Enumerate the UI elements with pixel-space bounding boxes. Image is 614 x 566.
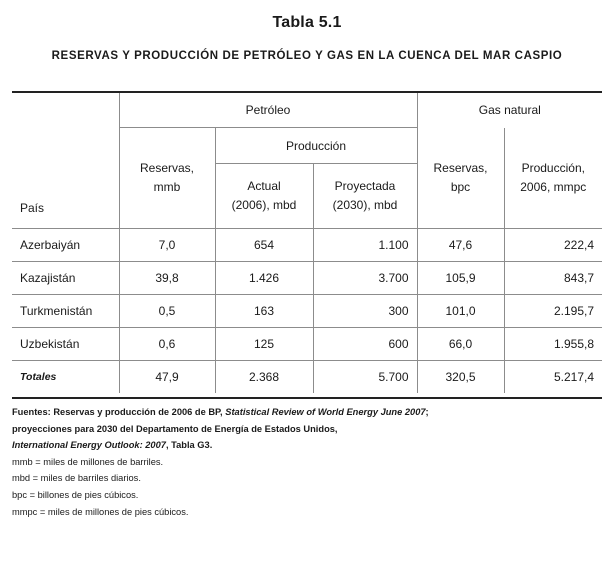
- header-reservas-mmb-line2: mmb: [153, 180, 181, 194]
- header-proyectada-line2: (2030), mbd: [332, 198, 398, 212]
- definition-mmpc: mmpc = miles de millones de pies cúbicos.: [12, 506, 189, 517]
- cell-reservas-mmb: 0,5: [119, 295, 215, 328]
- header-actual: [215, 164, 313, 229]
- header-petroleo: Petróleo: [119, 93, 417, 128]
- table-notes: [12, 404, 607, 520]
- cell-reservas-bpc: 66,0: [417, 328, 504, 361]
- header-reservas-bpc-line2: bpc: [450, 179, 471, 194]
- totals-row: [12, 361, 602, 394]
- sources-outlook: International Energy Outlook: 2007: [12, 440, 166, 451]
- cell-reservas-mmb: 7,0: [119, 229, 215, 262]
- definition-mmb: mmb = miles de millones de barriles.: [12, 456, 164, 467]
- cell-produccion-mmpc: 222,4: [504, 229, 602, 262]
- header-actual-line2: (2006), mbd: [231, 198, 297, 212]
- cell-totales-label: Totales: [12, 361, 119, 394]
- header-gas-natural: Gas natural: [417, 93, 602, 128]
- cell-total-actual-2006: 2.368: [215, 361, 313, 394]
- header-produccion: Producción: [215, 128, 417, 164]
- cell-reservas-mmb: 0,6: [119, 328, 215, 361]
- sources-publication: Statistical Review of World Energy June 2007: [225, 407, 426, 417]
- header-reservas-mmb: [119, 128, 215, 229]
- header-actual-line1: Actual: [247, 178, 281, 193]
- table-number: Tabla 5.1: [272, 14, 342, 31]
- cell-total-reservas-bpc: 320,5: [417, 361, 504, 394]
- cell-reservas-bpc: 105,9: [417, 262, 504, 295]
- cell-total-proyectada-2030: 5.700: [313, 361, 417, 394]
- header-reservas-bpc: [417, 128, 504, 229]
- header-reservas-bpc-line1: Reservas,: [433, 160, 488, 175]
- table-row: [12, 262, 602, 295]
- cell-reservas-bpc: 101,0: [417, 295, 504, 328]
- reserves-production-table: [12, 93, 602, 393]
- header-proyectada: [313, 164, 417, 229]
- cell-actual-2006: 1.426: [215, 262, 313, 295]
- cell-actual-2006: 654: [215, 229, 313, 262]
- header-produccion-mmpc: [504, 128, 602, 229]
- definition-bpc: bpc = billones de pies cúbicos.: [12, 489, 139, 500]
- definition-mbd: mbd = miles de barriles diarios.: [12, 473, 141, 484]
- cell-produccion-mmpc: 843,7: [504, 262, 602, 295]
- cell-pais: Azerbaiyán: [12, 229, 119, 262]
- cell-actual-2006: 125: [215, 328, 313, 361]
- header-produccion-mmpc-line2: 2006, mmpc: [520, 179, 587, 194]
- sources-line-1: [12, 404, 607, 421]
- cell-proyectada-2030: 3.700: [313, 262, 417, 295]
- sources-label: Fuentes: Reservas y producción de 2006 de BP,: [12, 407, 223, 417]
- table-row: [12, 328, 602, 361]
- sources-line-1-end: ;: [425, 407, 429, 417]
- cell-reservas-mmb: 39,8: [119, 262, 215, 295]
- table-title: RESERVAS Y PRODUCCIÓN DE PETRÓLEO Y GAS EN LA CUENCA DEL MAR CASPIO: [51, 50, 563, 62]
- header-reservas-mmb-line1: Reservas,: [139, 160, 195, 175]
- cell-produccion-mmpc: 1.955,8: [504, 328, 602, 361]
- bottom-rule: [12, 397, 602, 399]
- cell-produccion-mmpc: 2.195,7: [504, 295, 602, 328]
- header-proyectada-line1: Proyectada: [334, 178, 396, 193]
- cell-reservas-bpc: 47,6: [417, 229, 504, 262]
- cell-pais: Kazajistán: [12, 262, 119, 295]
- table-row: [12, 229, 602, 262]
- header-row-group: [12, 93, 602, 128]
- cell-proyectada-2030: 600: [313, 328, 417, 361]
- cell-pais: Uzbekistán: [12, 328, 119, 361]
- cell-total-produccion-mmpc: 5.217,4: [504, 361, 602, 394]
- cell-pais: Turkmenistán: [12, 295, 119, 328]
- header-produccion-mmpc-line1: Producción,: [521, 160, 585, 175]
- sources-line-3: [12, 437, 607, 454]
- cell-total-reservas-mmb: 47,9: [119, 361, 215, 394]
- cell-actual-2006: 163: [215, 295, 313, 328]
- sources-line-3-end: , Tabla G3.: [165, 440, 213, 451]
- cell-proyectada-2030: 1.100: [313, 229, 417, 262]
- header-pais: País: [20, 200, 45, 215]
- sources-line-2: proyecciones para 2030 del Departamento de Energía de Estados Unidos,: [12, 423, 338, 434]
- table-row: [12, 295, 602, 328]
- cell-proyectada-2030: 300: [313, 295, 417, 328]
